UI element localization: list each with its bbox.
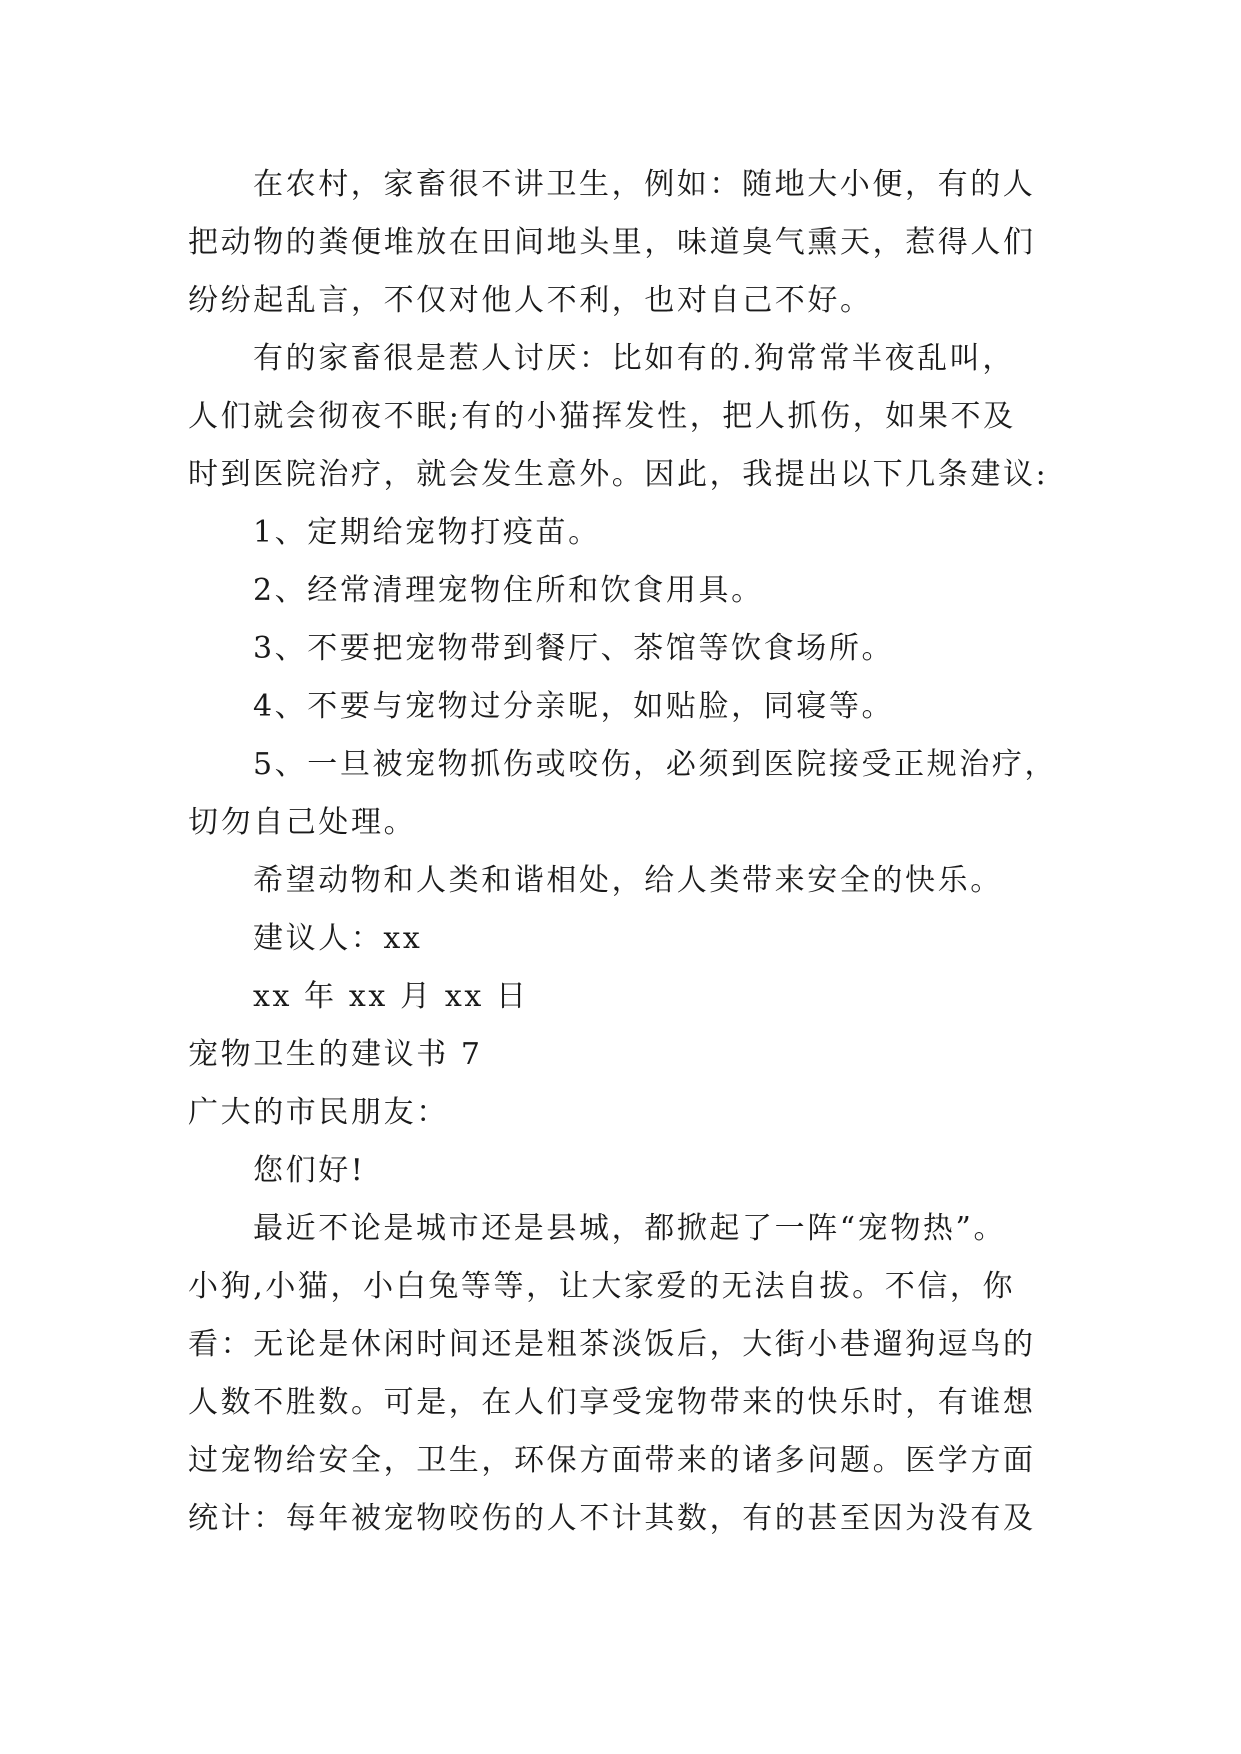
greeting: 您们好! [253,1153,366,1188]
signature-line: 建议人：xx [253,921,423,956]
paragraph-line: 看：无论是休闲时间还是粗茶淡饭后，大街小巷遛狗逗鸟的 [188,1327,1036,1362]
paragraph-line: 纷纷起乱言，不仅对他人不利，也对自己不好。 [188,283,873,318]
suggestion-item: 1、定期给宠物打疫苗。 [253,515,601,550]
paragraph-line: 把动物的粪便堆放在田间地头里，味道臭气熏天，惹得人们 [188,225,1036,260]
suggestion-item: 3、不要把宠物带到餐厅、茶馆等饮食场所。 [253,631,895,666]
paragraph-line: 统计：每年被宠物咬伤的人不计其数，有的甚至因为没有及 [188,1501,1036,1536]
paragraph-line: 过宠物给安全，卫生，环保方面带来的诸多问题。医学方面 [188,1443,1036,1478]
suggestion-item: 切勿自己处理。 [188,805,417,840]
paragraph-line: 人们就会彻夜不眠;有的小猫挥发性，把人抓伤，如果不及 [188,399,1016,434]
section-title: 宠物卫生的建议书 7 [188,1037,483,1072]
paragraph-line: 最近不论是城市还是县城，都掀起了一阵“宠物热”。 [253,1211,1007,1246]
suggestion-item: 4、不要与宠物过分亲昵，如贴脸，同寝等。 [253,689,895,724]
date-line: xx 年 xx 月 xx 日 [253,979,529,1014]
suggestion-item: 2、经常清理宠物住所和饮食用具。 [253,573,764,608]
suggestion-item: 5、一旦被宠物抓伤或咬伤，必须到医院接受正规治疗， [253,747,1058,782]
paragraph-line: 时到医院治疗，就会发生意外。因此，我提出以下几条建议: [188,457,1049,492]
paragraph-line: 在农村，家畜很不讲卫生，例如：随地大小便，有的人 [253,167,1036,202]
closing-line: 希望动物和人类和谐相处，给人类带来安全的快乐。 [253,863,1003,898]
paragraph-line: 人数不胜数。可是，在人们享受宠物带来的快乐时，有谁想 [188,1385,1036,1420]
salutation: 广大的市民朋友： [188,1095,449,1130]
paragraph-line: 小狗,小猫，小白兔等等，让大家爱的无法自拔。不信，你 [188,1269,1016,1304]
paragraph-line: 有的家畜很是惹人讨厌：比如有的.狗常常半夜乱叫， [253,341,1015,376]
